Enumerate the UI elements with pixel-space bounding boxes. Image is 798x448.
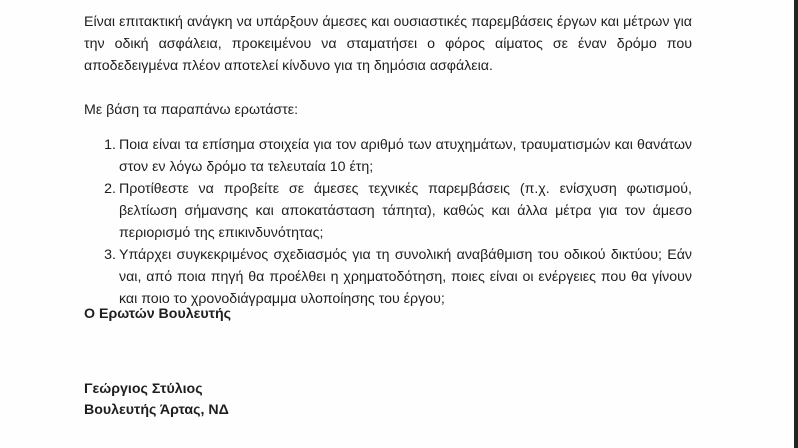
question-number: 1. — [104, 137, 116, 153]
question-item-2 — [84, 178, 692, 244]
asker-label: Ο Ερωτών Βουλευτής — [84, 306, 231, 322]
signature-title: Βουλευτής Άρτας, ΝΔ — [84, 402, 229, 418]
question-text: Υπάρχει συγκεκριμένος σχεδιασμός για τη συνολική αναβάθμιση του οδικού δικτύου; Εάν ναι, από ποια πηγή θα προέλθει η χρηματοδότηση, ποιες είναι οι ενέργειες που θα γίνουν και ποιο το χρονοδιάγραμμα υλοποίησης του έργου; — [119, 247, 692, 307]
question-text: Ποια είναι τα επίσημα στοιχεία για τον αριθμό των ατυχημάτων, τραυματισμών και θανάτων στον εν λόγω δρόμο τα τελευταία 10 έτη; — [119, 137, 692, 175]
question-item-3 — [84, 244, 692, 310]
question-number: 2. — [104, 181, 116, 197]
question-number: 3. — [104, 247, 116, 263]
window-edge-bar — [794, 0, 798, 448]
question-item-1 — [84, 134, 692, 178]
lead-in-text: Με βάση τα παραπάνω ερωτάστε: — [84, 102, 299, 118]
intro-paragraph: Είναι επιτακτική ανάγκη να υπάρξουν άμεσες και ουσιαστικές παρεμβάσεις έργων και μέτρων για την οδική ασφάλεια, προκειμένου να σταματήσει ο φόρος αίματος σε έναν δρόμο που αποδεδειγμένα πλέον αποτελεί κίνδυνο για τη δημόσια ασφάλεια. — [84, 14, 692, 74]
question-text: Προτίθεστε να προβείτε σε άμεσες τεχνικές παρεμβάσεις (π.χ. ενίσχυση φωτισμού, βελτίωση σήμανσης και αποκατάσταση τάπητα), καθώς και άλλα μέτρα για τον άμεσο περιορισμό της επικινδυνότητας; — [119, 181, 692, 241]
signature-name: Γεώργιος Στύλιος — [84, 381, 203, 397]
questions-list — [84, 134, 692, 310]
